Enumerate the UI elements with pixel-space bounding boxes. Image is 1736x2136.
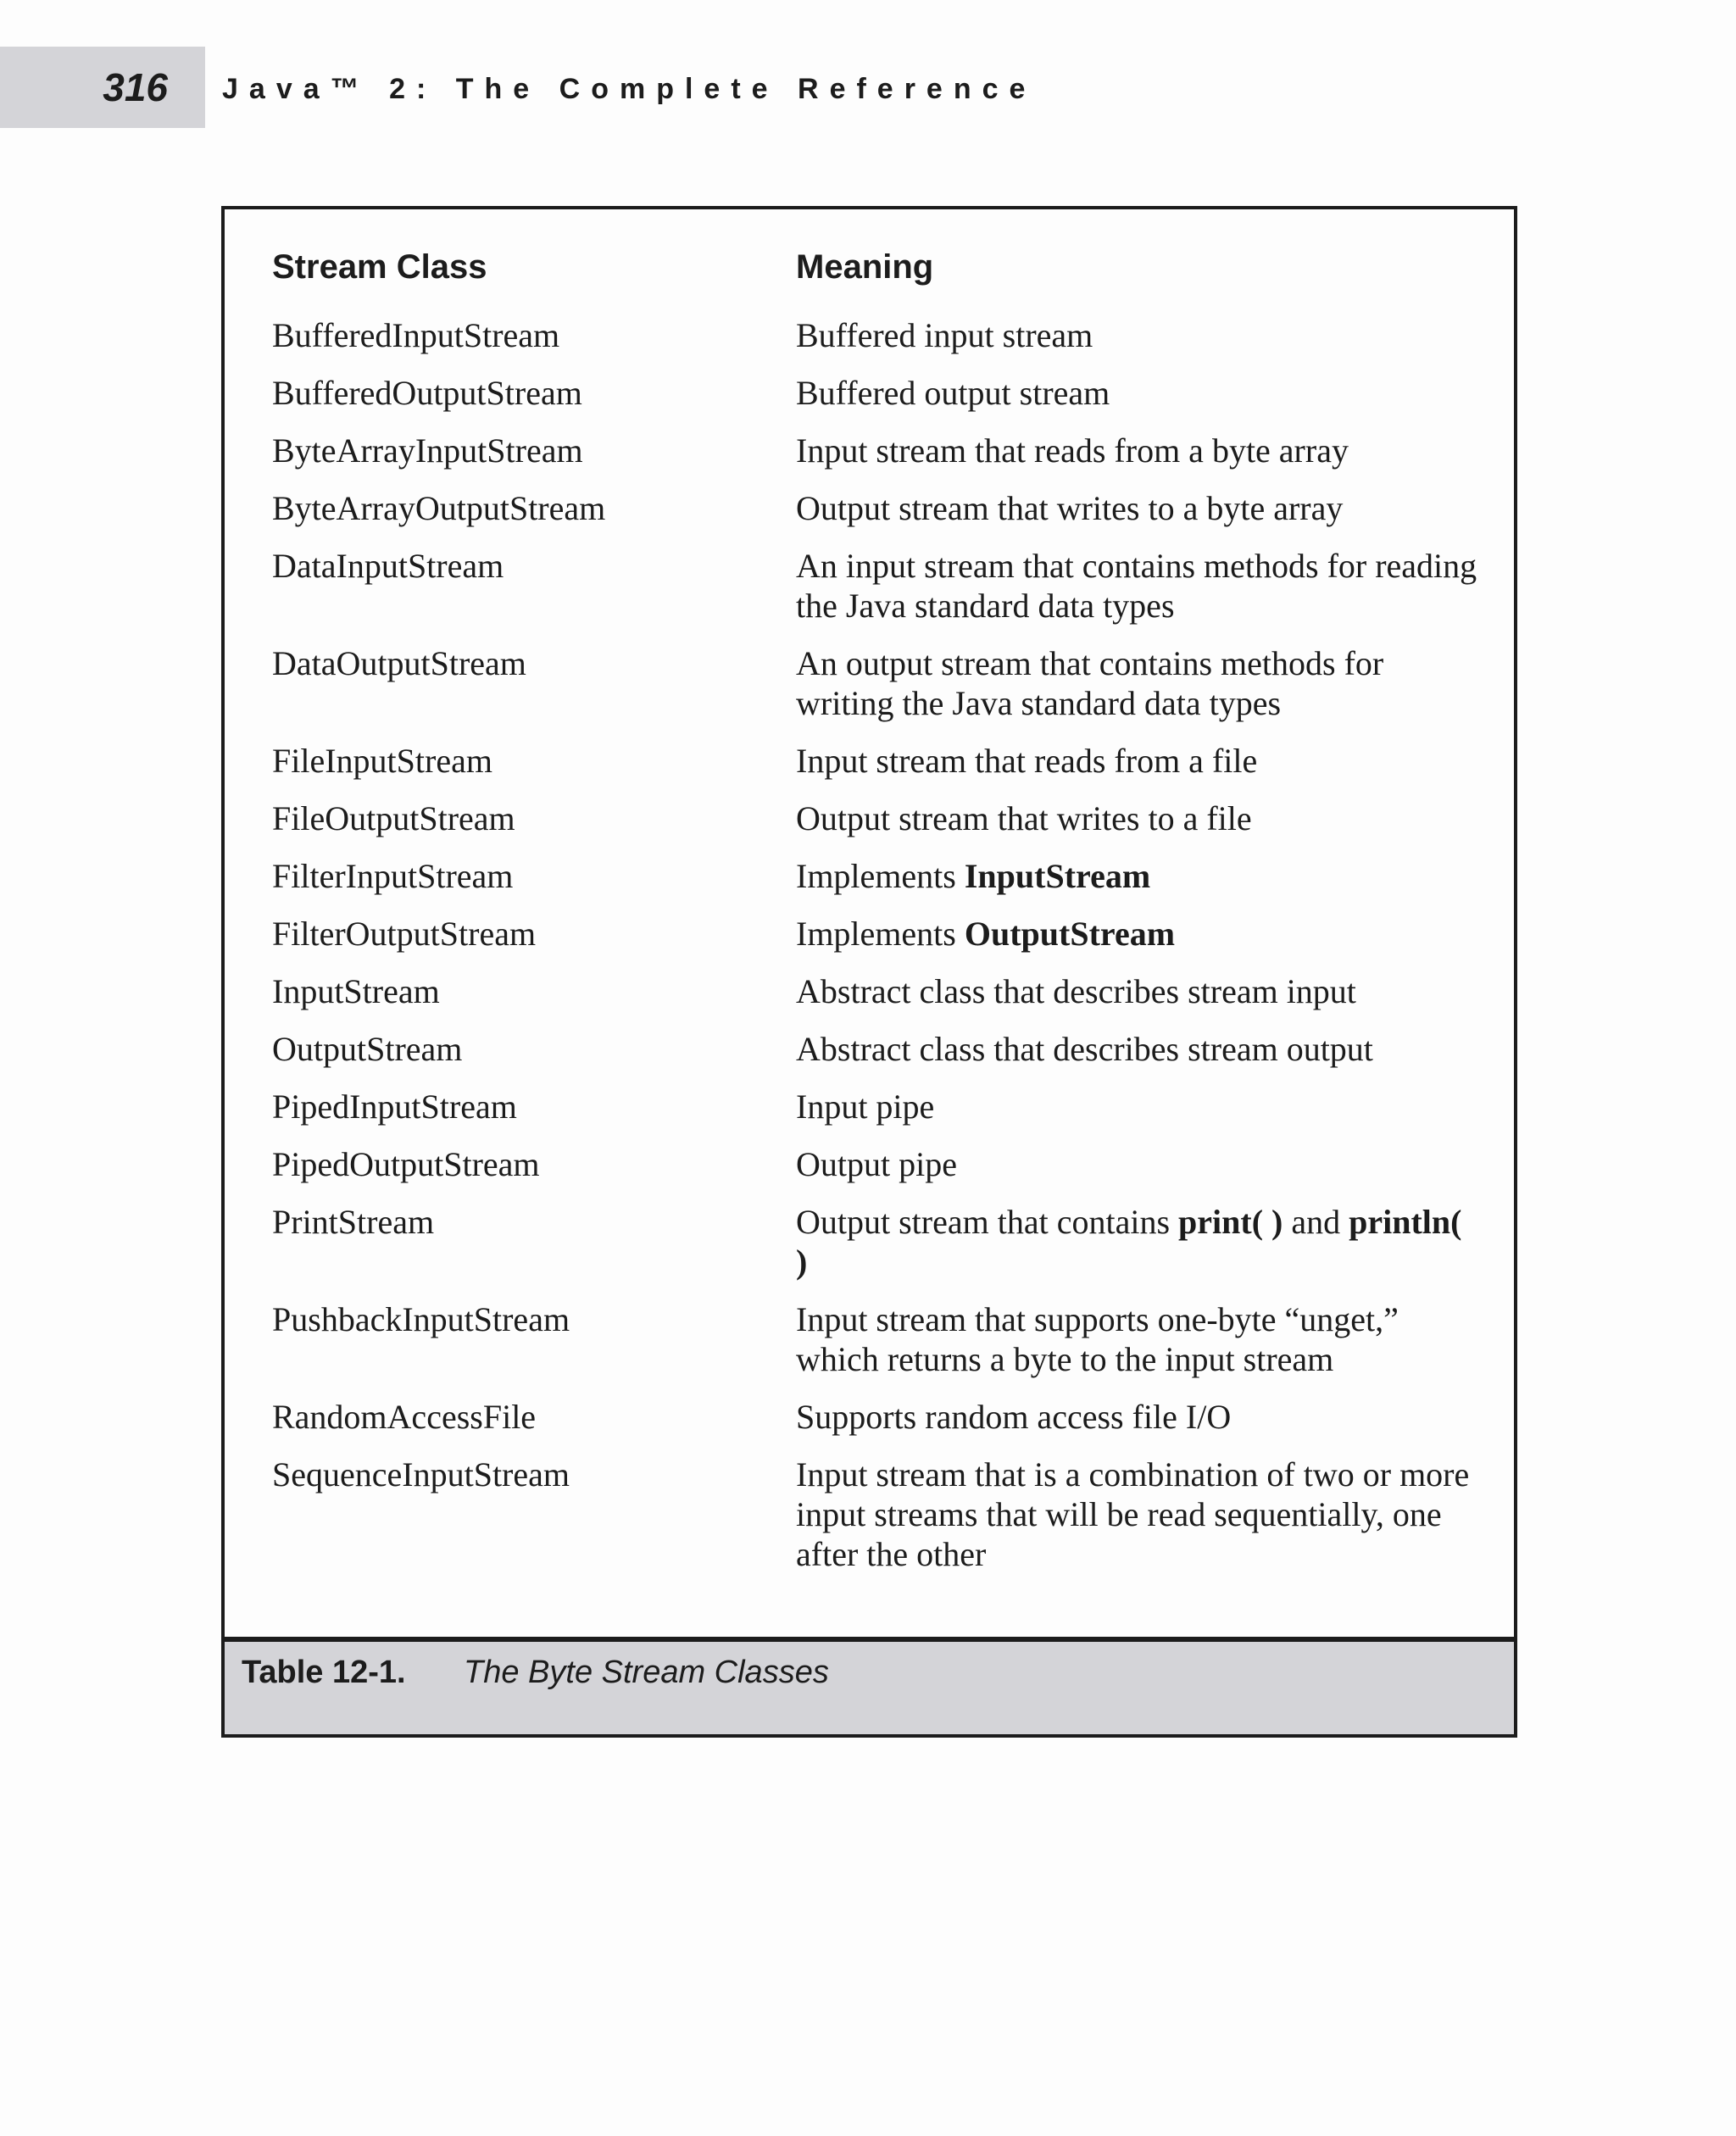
table-row	[272, 373, 1480, 413]
page-number-box	[0, 47, 205, 128]
table-row	[272, 488, 1480, 528]
meaning-text: Abstract class that describes stream input	[796, 972, 1356, 1010]
table-row	[272, 971, 1480, 1011]
stream-class-meaning	[796, 1455, 1480, 1574]
table-body	[272, 315, 1480, 1592]
meaning-text: Buffered input stream	[796, 316, 1093, 354]
table-row	[272, 1087, 1480, 1126]
stream-class-meaning	[796, 546, 1480, 626]
meaning-text: Output stream that contains	[796, 1203, 1179, 1241]
stream-class-name: SequenceInputStream	[272, 1455, 570, 1494]
stream-class-name: PipedOutputStream	[272, 1145, 540, 1183]
table-row	[272, 1299, 1480, 1379]
stream-class-meaning	[796, 1299, 1480, 1379]
stream-class-meaning	[796, 741, 1480, 781]
meaning-text: Implements	[796, 857, 965, 895]
stream-class-meaning	[796, 856, 1480, 896]
caption-title: The Byte Stream Classes	[464, 1655, 829, 1690]
table-row	[272, 1144, 1480, 1184]
meaning-bold-term: InputStream	[964, 857, 1151, 895]
stream-class-meaning	[796, 971, 1480, 1011]
stream-class-name: ByteArrayInputStream	[272, 431, 583, 470]
stream-class-name: FilterInputStream	[272, 857, 514, 895]
stream-class-name: ByteArrayOutputStream	[272, 489, 606, 527]
stream-class-name: RandomAccessFile	[272, 1398, 537, 1436]
column-header-stream-class: Stream Class	[272, 248, 487, 286]
stream-class-meaning	[796, 315, 1480, 355]
meaning-text: Input stream that is a combination of two or more input streams that will be read sequentially, one after the other	[796, 1455, 1470, 1573]
stream-class-meaning	[796, 488, 1480, 528]
stream-class-meaning	[796, 914, 1480, 954]
page-number: 316	[103, 65, 168, 109]
stream-class-name: BufferedInputStream	[272, 316, 560, 354]
stream-class-meaning	[796, 1144, 1480, 1184]
meaning-text: Supports random access file I/O	[796, 1398, 1232, 1436]
stream-class-name: PipedInputStream	[272, 1087, 517, 1126]
meaning-text: Buffered output stream	[796, 374, 1110, 412]
table-row	[272, 1202, 1480, 1282]
stream-class-name: InputStream	[272, 972, 440, 1010]
meaning-text: Input stream that reads from a byte array	[796, 431, 1349, 470]
running-head: Java™ 2: The Complete Reference	[222, 73, 1037, 105]
stream-class-meaning	[796, 1029, 1480, 1069]
stream-class-name: BufferedOutputStream	[272, 374, 582, 412]
table-row	[272, 643, 1480, 723]
stream-class-name: PrintStream	[272, 1203, 435, 1241]
stream-class-name: FilterOutputStream	[272, 915, 537, 953]
stream-class-meaning	[796, 1397, 1480, 1437]
stream-class-name: DataInputStream	[272, 547, 504, 585]
table-row	[272, 1029, 1480, 1069]
meaning-text: Abstract class that describes stream output	[796, 1030, 1373, 1068]
stream-class-meaning	[796, 643, 1480, 723]
meaning-text: Output stream that writes to a file	[796, 799, 1252, 837]
stream-class-meaning	[796, 373, 1480, 413]
table-row	[272, 431, 1480, 470]
meaning-bold-term: println( )	[796, 1203, 1462, 1281]
table-row	[272, 546, 1480, 626]
meaning-text: An input stream that contains methods for reading the Java standard data types	[796, 547, 1477, 625]
meaning-text: Input stream that supports one-byte “unget,” which returns a byte to the input stream	[796, 1300, 1399, 1378]
table-row	[272, 914, 1480, 954]
table-row	[272, 798, 1480, 838]
stream-class-name: FileInputStream	[272, 742, 492, 780]
table-row	[272, 856, 1480, 896]
table-row	[272, 1397, 1480, 1437]
meaning-text: Implements	[796, 915, 965, 953]
stream-class-name: PushbackInputStream	[272, 1300, 570, 1338]
column-header-meaning: Meaning	[796, 248, 934, 286]
stream-class-meaning	[796, 1202, 1480, 1282]
meaning-text: Output stream that writes to a byte array	[796, 489, 1344, 527]
stream-class-meaning	[796, 431, 1480, 470]
meaning-text: An output stream that contains methods for writing the Java standard data types	[796, 644, 1384, 722]
stream-class-name: DataOutputStream	[272, 644, 526, 682]
byte-stream-table	[221, 206, 1517, 1738]
caption-label: Table 12-1.	[242, 1655, 406, 1690]
table-row	[272, 315, 1480, 355]
stream-class-name: OutputStream	[272, 1030, 463, 1068]
meaning-text: Output pipe	[796, 1145, 957, 1183]
stream-class-meaning	[796, 1087, 1480, 1126]
meaning-text: Input stream that reads from a file	[796, 742, 1258, 780]
meaning-text: Input pipe	[796, 1087, 935, 1126]
stream-class-meaning	[796, 798, 1480, 838]
table-row	[272, 1455, 1480, 1574]
table-row	[272, 741, 1480, 781]
table-caption	[225, 1637, 1514, 1734]
meaning-text: and	[1283, 1203, 1349, 1241]
meaning-bold-term: print( )	[1178, 1203, 1283, 1241]
meaning-bold-term: OutputStream	[964, 915, 1176, 953]
stream-class-name: FileOutputStream	[272, 799, 515, 837]
